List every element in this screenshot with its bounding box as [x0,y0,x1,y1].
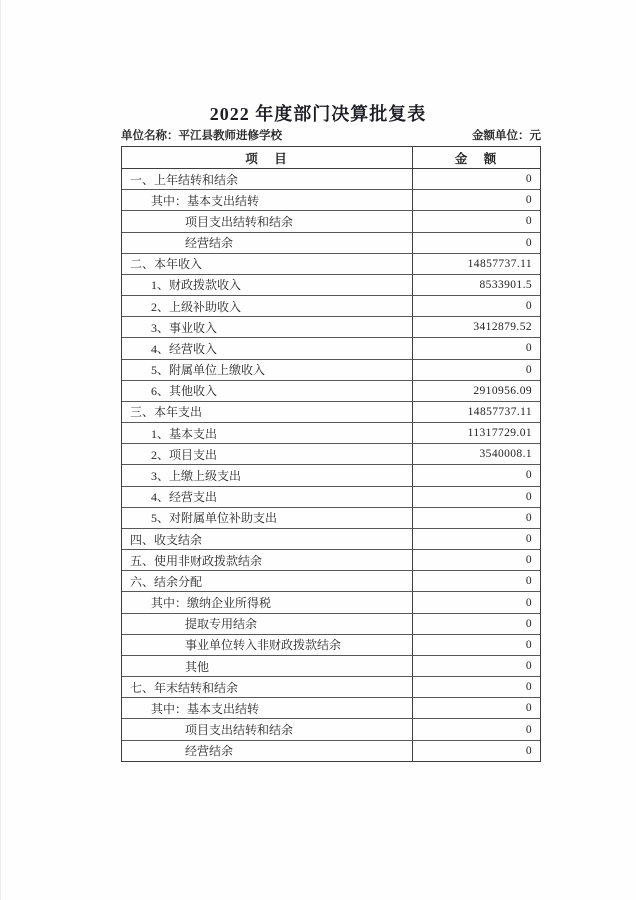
table-row [122,189,540,210]
table-row [122,570,540,591]
row-amount-value: 0 [412,169,540,189]
row-item-label: 五、使用非财政拨款结余 [130,553,263,568]
table-row [122,549,540,570]
row-amount-value: 0 [412,190,540,210]
row-item-label: 经营结余 [185,236,234,251]
table-row [122,443,540,464]
row-amount-value: 8533901.5 [412,275,540,295]
currency-unit [472,127,541,143]
row-amount-value: 0 [412,338,540,358]
row-amount-value: 0 [412,550,540,570]
row-amount-value: 0 [412,465,540,485]
row-item-label: 4、经营支出 [151,490,218,505]
row-item-label: 6、其他收入 [151,384,218,399]
unit-name [121,127,282,143]
currency-unit-label: 金额单位： [472,130,530,142]
row-amount-value: 0 [412,656,540,676]
table-row [122,210,540,231]
table-row [122,591,540,612]
table-row [122,380,540,401]
row-item-label: 七、年末结转和结余 [130,680,239,695]
row-item-label: 一、上年结转和结余 [130,172,239,187]
table-body [122,169,540,761]
row-item-label: 1、财政拨款收入 [151,278,242,293]
row-item-label: 5、附属单位上缴收入 [151,363,266,378]
table-row [122,169,540,189]
table-row [122,718,540,739]
row-item-label: 项目支出结转和结余 [185,723,294,738]
row-amount-value: 0 [412,508,540,528]
row-amount-value: 14857737.11 [412,402,540,422]
document-title: 2022 年度部门决算批复表 [209,104,427,124]
row-amount-value: 0 [412,635,540,655]
row-item-label: 2、项目支出 [151,447,218,462]
table-row [122,486,540,507]
column-header-amount: 金 额 [412,147,540,168]
row-item-label: 3、事业收入 [151,320,218,335]
table-row [122,253,540,274]
row-item-label: 其他 [185,659,210,674]
table-row [122,295,540,316]
table-row [122,740,540,761]
table-row [122,507,540,528]
row-amount-value: 11317729.01 [412,423,540,443]
row-item-label: 事业单位转入非财政拨款结余 [185,638,342,653]
row-item-label: 1、基本支出 [151,426,218,441]
currency-unit-value: 元 [529,130,541,142]
table-row [122,337,540,358]
row-item-label: 其中：缴纳企业所得税 [151,596,272,611]
row-amount-value: 0 [412,698,540,718]
unit-name-value: 平江县教师进修学校 [178,130,282,142]
table-row [122,464,540,485]
row-amount-value: 0 [412,719,540,739]
table-row [122,232,540,253]
table-row [122,359,540,380]
final-accounts-table [121,146,541,762]
row-item-label: 其中：基本支出结转 [151,701,260,716]
row-amount-value: 0 [412,360,540,380]
row-item-label: 项目支出结转和结余 [185,214,294,229]
table-row [122,528,540,549]
row-amount-value: 0 [412,529,540,549]
row-amount-value: 0 [412,296,540,316]
row-amount-value: 3412879.52 [412,317,540,337]
row-item-label: 4、经营收入 [151,341,218,356]
row-amount-value: 0 [412,677,540,697]
row-amount-value: 0 [412,487,540,507]
row-item-label: 六、结余分配 [130,574,203,589]
unit-name-label: 单位名称： [121,130,179,142]
row-item-label: 提取专用结余 [185,617,258,632]
row-item-label: 四、收支结余 [130,532,203,547]
table-header-row [122,147,540,169]
table-row [122,655,540,676]
table-row [122,274,540,295]
table-row [122,401,540,422]
row-item-label: 三、本年支出 [130,405,203,420]
row-item-label: 3、上缴上级支出 [151,468,242,483]
row-amount-value: 0 [412,741,540,761]
row-amount-value: 0 [412,211,540,231]
row-amount-value: 0 [412,614,540,634]
row-amount-value: 3540008.1 [412,444,540,464]
table-row [122,634,540,655]
table-row [122,316,540,337]
row-amount-value: 14857737.11 [412,254,540,274]
table-row [122,697,540,718]
row-item-label: 2、上级补助收入 [151,299,242,314]
row-amount-value: 0 [412,233,540,253]
row-item-label: 经营结余 [185,744,234,759]
row-item-label: 二、本年收入 [130,257,203,272]
table-row [122,422,540,443]
row-amount-value: 0 [412,592,540,612]
meta-row [121,127,541,143]
table-row [122,613,540,634]
column-header-item: 项 目 [245,151,289,166]
row-amount-value: 2910956.09 [412,381,540,401]
row-amount-value: 0 [412,571,540,591]
row-item-label: 5、对附属单位补助支出 [151,511,278,526]
table-row [122,676,540,697]
row-item-label: 其中：基本支出结转 [151,193,260,208]
